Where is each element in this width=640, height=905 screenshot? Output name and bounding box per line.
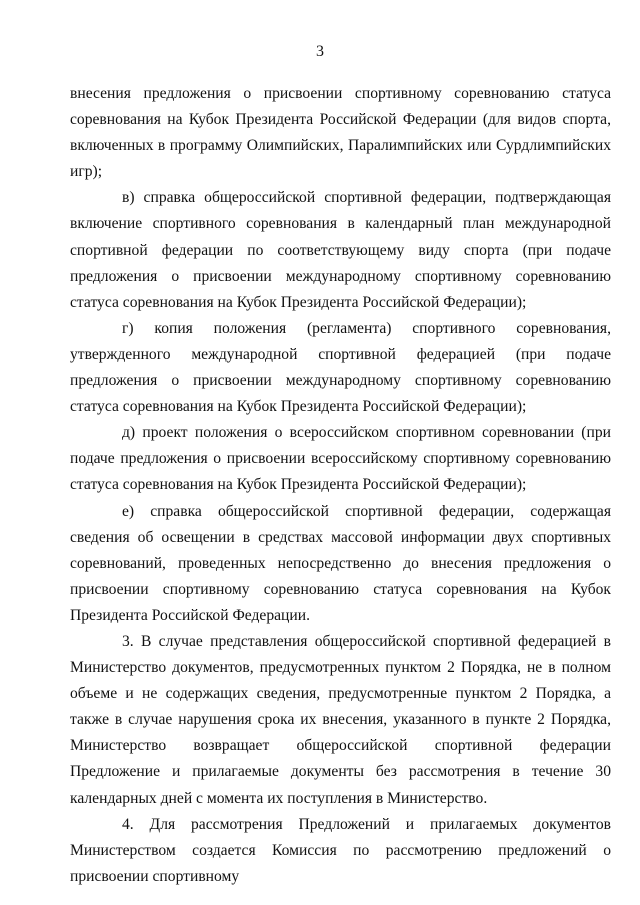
paragraph-item-d: д) проект положения о всероссийском спортивном соревновании (при подаче предложения о присвоении всероссийскому спортивному соревнованию статуса соревнования на Кубок Президента Российской Федерации); [70,424,611,494]
paragraph-item-v: в) справка общероссийской спортивной федерации, подтверждающая включение спортивного соревнования в календарный план международной спортивной федерации по соответствующему виду спорта (при подаче предложения о присвоении международному спортивному соревнованию статуса соревнования на Кубок Президента Российской Федерации); [70,189,611,311]
paragraph-item-e: е) справка общероссийской спортивной федерации, содержащая сведения об освещении в средствах массовой информации двух спортивных соревнований, проведенных непосредственно до внесения предложения о присвоении спортивному соревнованию статуса соревнования на Кубок Президента Российской Федерации. [70,502,611,624]
paragraph-clause-3: 3. В случае представления общероссийской спортивной федерацией в Министерство документов, предусмотренных пунктом 2 Порядка, не в полном объеме и не содержащих сведения, предусмотренные пунктом 2 Порядка, а также в случае нарушения срока их внесения, указанного в пункте 2 Порядка, Министерство возвращает общероссийской спортивной федерации Предложение и прилагаемые документы без рассмотрения в течение 30 календарных дней с момента их поступления в Министерство. [70,632,611,807]
paragraph-continuation: внесения предложения о присвоении спортивному соревнованию статуса соревнования на Кубок Президента Российской Федерации (для видов спорта, включенных в программу Олимпийских, Паралимпийских или Сурдлимпийских игр); [70,85,611,181]
paragraph-clause-4: 4. Для рассмотрения Предложений и прилагаемых документов Министерством создается Комиссия по рассмотрению предложений о присвоении спортивному [70,815,611,885]
document-body [70,81,611,890]
paragraph-item-g: г) копия положения (регламента) спортивного соревнования, утвержденного международной спортивной федерацией (при подаче предложения о присвоении международному спортивному соревнованию статуса соревнования на Кубок Президента Российской Федерации); [70,319,611,416]
page-number: 3 [316,43,324,60]
